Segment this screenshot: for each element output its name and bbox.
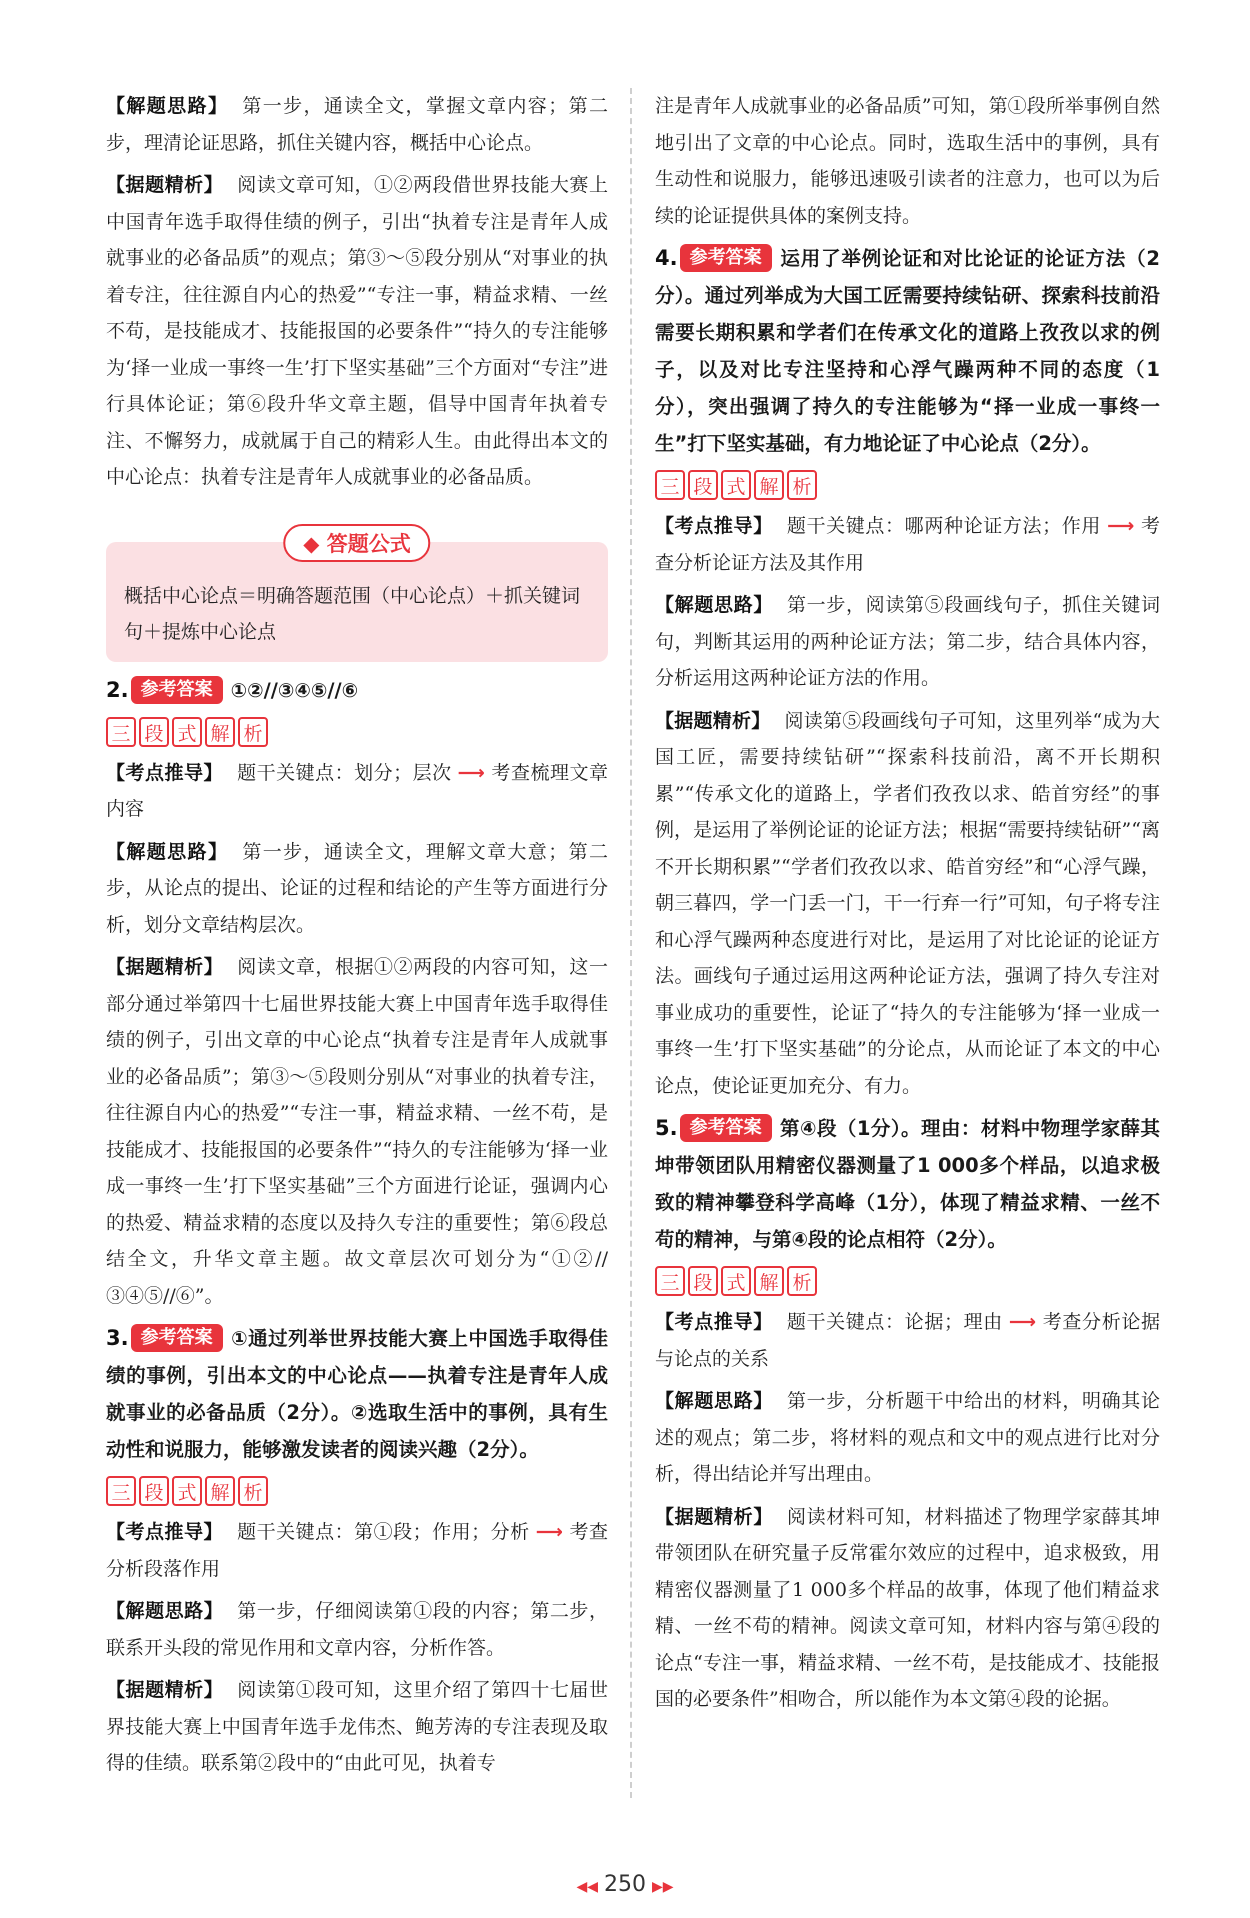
q2-detailed-analysis: 【据题精析】 阅读文章，根据①②两段的内容可知，这一部分通过举第四十七届世界技能大赛上中国青年选手取得佳绩的例子，引出文章的中心论点“执着专注是青年人成就事业的必备品质”；第③～⑤段则分别从“对事业的执着专注，往往源自内心的热爱”“专注一事，精益求精、一丝不苟，是技能成才、技能报国的必要条件”“持久的专注能够为‘择一业成一事终一生’打下坚实基础”三个方面进行论证，强调内心的热爱、精益求精的态度以及持久专注的重要性；第⑥段总结全文，升华文章主题。故文章层次可划分为“①②//③④⑤//⑥”。 bbox=[106, 956, 608, 1307]
q3-detailed-analysis: 【据题精析】 阅读第①段可知，这里介绍了第四十七届世界技能大赛上中国青年选手龙伟杰、鲍芳涛的专注表现及取得的佳绩。联系第②段中的“由此可见，执着专 bbox=[106, 1679, 608, 1774]
q5-key-point: 【考点推导】 题干关键点：论据；理由 ⟶ 考查分析论据与论点的关系 bbox=[655, 1311, 1160, 1370]
q3-analysis-approach: 【解题思路】 第一步，仔细阅读第①段的内容；第二步，联系开头段的常见作用和文章内容，分析作答。 bbox=[106, 1600, 608, 1659]
q5-answer: 5. 参考答案 第④段（1分）。理由：材料中物理学家薛其坤带领团队用精密仪器测量了1 000多个样品，以追求极致的精神攀登科学高峰（1分），体现了精益求精、一丝不苟的精神，与第④段的论点相符（2分）。 bbox=[655, 1116, 1160, 1251]
q2-answer: 2. 参考答案 ①②//③④⑤//⑥ bbox=[106, 677, 359, 702]
three-step-analysis-badge: 三 段 式 解 析 bbox=[106, 1476, 608, 1506]
three-step-analysis-badge: 三 段 式 解 析 bbox=[655, 1266, 1160, 1296]
formula-title: ◆ 答题公式 bbox=[283, 524, 430, 562]
q2-analysis-approach: 【解题思路】 第一步，通读全文，理解文章大意；第二步，从论点的提出、论证的过程和结论的产生等方面进行分析，划分文章结构层次。 bbox=[106, 840, 608, 936]
answer-tag: 参考答案 bbox=[680, 1114, 772, 1142]
arrow-icon: ⟶ bbox=[1107, 515, 1135, 537]
page-number: ◀◀ 250 ▶▶ bbox=[576, 1872, 674, 1897]
q4-analysis-approach: 【解题思路】 第一步，阅读第⑤段画线句子，抓住关键词句，判断其运用的两种论证方法；第二步，结合具体内容，分析运用这两种论证方法的作用。 bbox=[655, 594, 1160, 689]
double-right-arrow-icon: ▶▶ bbox=[652, 1879, 674, 1895]
arrow-icon: ⟶ bbox=[457, 761, 485, 784]
arrow-icon: ⟶ bbox=[535, 1521, 563, 1543]
answer-tag: 参考答案 bbox=[680, 244, 772, 272]
q3-analysis-continued: 注是青年人成就事业的必备品质”可知，第①段所举事例自然地引出了文章的中心论点。同时，选取生活中的事例，具有生动性和说服力，能够迅速吸引读者的注意力，也可以为后续的论证提供具体的案例支持。 bbox=[655, 95, 1160, 227]
q4-key-point: 【考点推导】 题干关键点：哪两种论证方法；作用 ⟶ 考查分析论证方法及其作用 bbox=[655, 515, 1160, 574]
q3-answer: 3. 参考答案 ①通过列举世界技能大赛上中国选手取得佳绩的事例，引出本文的中心论点——执着专注是青年人成就事业的必备品质（2分）。②选取生活中的事例，具有生动性和说服力，能够激发读者的阅读兴趣（2分）。 bbox=[106, 1326, 608, 1461]
three-step-analysis-badge: 三 段 式 解 析 bbox=[106, 717, 608, 747]
answer-tag: 参考答案 bbox=[131, 676, 223, 704]
q3-key-point: 【考点推导】 题干关键点：第①段；作用；分析 ⟶ 考查分析段落作用 bbox=[106, 1521, 608, 1580]
left-column bbox=[106, 88, 608, 1788]
arrow-icon: ⟶ bbox=[1008, 1311, 1037, 1333]
q2-key-point: 【考点推导】 题干关键点：划分；层次 ⟶ 考查梳理文章内容 bbox=[106, 761, 608, 820]
q5-analysis-approach: 【解题思路】 第一步，分析题干中给出的材料，明确其论述的观点；第二步，将材料的观点和文中的观点进行比对分析，得出结论并写出理由。 bbox=[655, 1390, 1160, 1485]
column-divider bbox=[630, 88, 632, 1798]
q5-detailed-analysis: 【据题精析】 阅读材料可知，材料描述了物理学家薛其坤带领团队在研究量子反常霍尔效应的过程中，追求极致，用精密仪器测量了1 000多个样品的故事，体现了他们精益求精、一丝不苟的精神。阅读文章可知，材料内容与第④段的论点“专注一事，精益求精、一丝不苟，是技能成才、技能报国的必要条件”相吻合，所以能作为本文第④段的论据。 bbox=[655, 1505, 1160, 1710]
q1-detailed-analysis: 【据题精析】 阅读文章可知，①②两段借世界技能大赛上中国青年选手取得佳绩的例子，引出“执着专注是青年人成就事业的必备品质”的观点；第③～⑤段分别从“对事业的执着专注，往往源自内心的热爱”“专注一事，精益求精、一丝不苟，是技能成才、技能报国的必要条件”“持久的专注能够为‘择一业成一事终一生’打下坚实基础”三个方面对“专注”进行具体论证；第⑥段升华文章主题，倡导中国青年执着专注、不懈努力，成就属于自己的精彩人生。由此得出本文的中心论点：执着专注是青年人成就事业的必备品质。 bbox=[106, 174, 608, 488]
right-column bbox=[655, 88, 1160, 1724]
formula-body: 概括中心论点＝明确答题范围（中心论点）＋抓关键词句＋提炼中心论点 bbox=[124, 584, 581, 643]
q1-analysis-approach: 【解题思路】 第一步，通读全文，掌握文章内容；第二步，理清论证思路，抓住关键内容，概括中心论点。 bbox=[106, 95, 608, 154]
answer-formula-box bbox=[106, 531, 608, 662]
answer-tag: 参考答案 bbox=[131, 1324, 223, 1352]
three-step-analysis-badge: 三 段 式 解 析 bbox=[655, 470, 1160, 500]
q4-detailed-analysis: 【据题精析】 阅读第⑤段画线句子可知，这里列举“成为大国工匠，需要持续钻研”“探索科技前沿，离不开长期积累”“传承文化的道路上，学者们孜孜以求、皓首穷经”的事例，是运用了举例论证的论证方法；根据“需要持续钻研”“离不开长期积累”“学者们孜孜以求、皓首穷经”和“心浮气躁，朝三暮四，学一门丢一门，干一行弃一行”可知，句子将专注和心浮气躁两种态度进行对比，是运用了对比论证的论证方法。画线句子通过运用这两种论证方法，强调了持久专注对事业成功的重要性，论证了“持久的专注能够为‘择一业成一事终一生’打下坚实基础”的分论点，从而论证了本文的中心论点，使论证更加充分、有力。 bbox=[655, 709, 1160, 1097]
double-left-arrow-icon: ◀◀ bbox=[576, 1879, 598, 1895]
q4-answer: 4. 参考答案 运用了举例论证和对比论证的论证方法（2分）。通过列举成为大国工匠需要持续钻研、探索科技前沿需要长期积累和学者们在传承文化的道路上孜孜以求的例子，以及对比专注坚持和心浮气躁两种不同的态度（1分），突出强调了持久的专注能够为“择一业成一事终一生”打下坚实基础，有力地论证了中心论点（2分）。 bbox=[655, 246, 1160, 455]
